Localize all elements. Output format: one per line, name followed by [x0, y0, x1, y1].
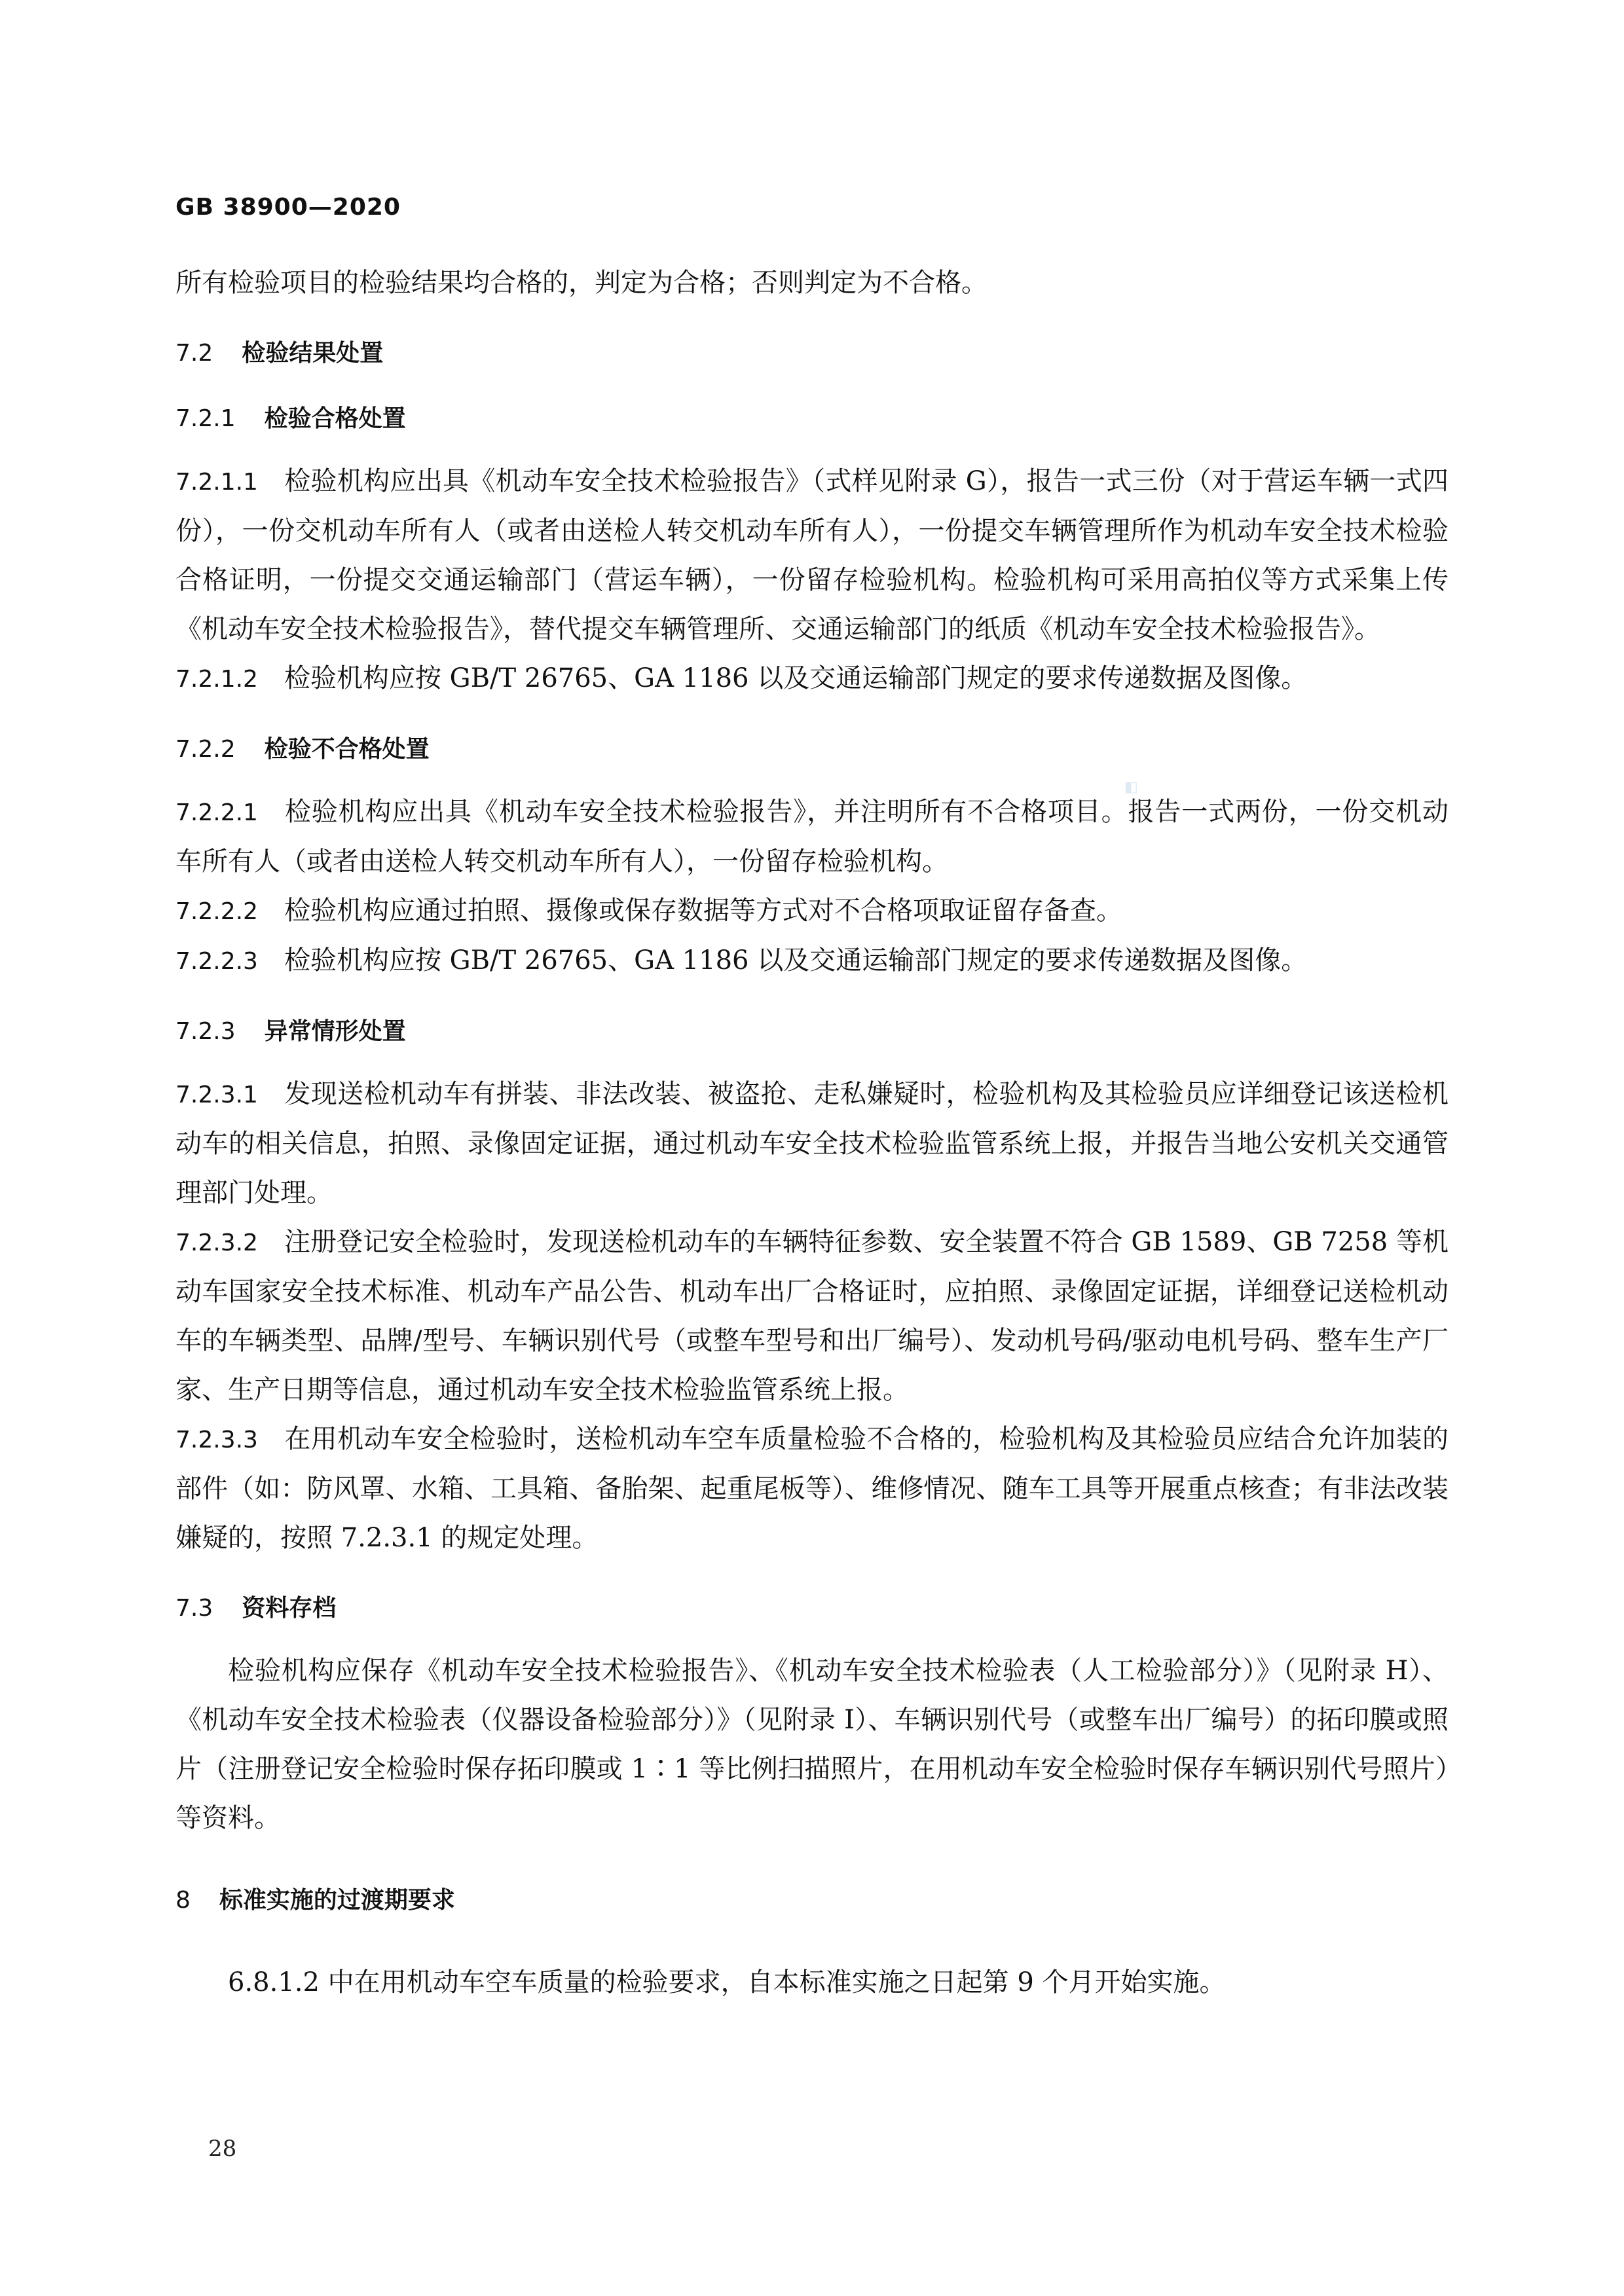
clause-number: 7.2.2.2 [175, 898, 258, 925]
section-title: 检验不合格处置 [264, 736, 430, 763]
clause-7-2-2-3 [175, 936, 1449, 986]
intro-paragraph: 所有检验项目的检验结果均合格的，判定为合格；否则判定为不合格。 [175, 268, 987, 298]
clause-7-2-2-2 [175, 886, 1449, 936]
clause-7-2-3-2 [175, 1218, 1449, 1415]
clause-number: 7.2.1.1 [175, 469, 258, 496]
section-7-3-paragraph: 检验机构应保存《机动车安全技术检验报告》、《机动车安全技术检验表（人工检验部分）》（见附录 H）、《机动车安全技术检验表（仪器设备检验部分）》（见附录 I）、车辆识别代号（或整车出厂编号）的拓印膜或照片（注册登记安全检验时保存拓印膜或 1∶1 等比例扫描照片，在用机动车安全检验时保存车辆识别代号照片）等资料。 [175, 1656, 1449, 1833]
section-7-2-heading [175, 334, 1449, 373]
clause-7-2-3-3 [175, 1415, 1449, 1563]
watermark-logo-icon: ◧ [1124, 779, 1138, 795]
section-7-2-3-heading [175, 1012, 1449, 1051]
clause-number: 7.2.1.2 [175, 666, 258, 693]
section-number: 8 [175, 1887, 191, 1914]
section-number: 7.2.1 [175, 405, 236, 432]
section-title: 检验合格处置 [264, 405, 406, 432]
section-8-heading [175, 1881, 1449, 1920]
clause-number: 7.2.2.3 [175, 948, 258, 975]
section-title: 标准实施的过渡期要求 [219, 1887, 455, 1914]
clause-7-2-3-1 [175, 1070, 1449, 1218]
section-7-2-2-heading [175, 730, 1449, 769]
clause-text: 发现送检机动车有拼装、非法改装、被盗抢、走私嫌疑时，检验机构及其检验员应详细登记该送检机动车的相关信息，拍照、录像固定证据，通过机动车安全技术检验监管系统上报，并报告当地公安机关交通管理部门处理。 [175, 1079, 1449, 1208]
clause-number: 7.2.3.2 [175, 1230, 258, 1256]
clause-text: 检验机构应通过拍照、摄像或保存数据等方式对不合格项取证留存备查。 [284, 896, 1122, 926]
section-number: 7.3 [175, 1595, 213, 1622]
clause-number: 7.2.2.1 [175, 799, 258, 826]
clause-text: 注册登记安全检验时，发现送检机动车的车辆特征参数、安全装置不符合 GB 1589、GB 7258 等机动车国家安全技术标准、机动车产品公告、机动车出厂合格证时，应拍照、录像固定证据，详细登记送检机动车的车辆类型、品牌/型号、车辆识别代号（或整车型号和出厂编号）、发动机号码/驱动电机号码、整车生产厂家、生产日期等信息，通过机动车安全技术检验监管系统上报。 [175, 1227, 1449, 1405]
standard-code: GB 38900—2020 [175, 194, 401, 221]
document-body [175, 259, 1449, 2007]
clause-number: 7.2.3.1 [175, 1082, 258, 1108]
section-number: 7.2.2 [175, 736, 236, 763]
section-number: 7.2.3 [175, 1018, 236, 1045]
clause-text: 检验机构应按 GB/T 26765、GA 1186 以及交通运输部门规定的要求传递数据及图像。 [284, 945, 1308, 975]
clause-7-2-2-1 [175, 788, 1449, 886]
clause-7-2-1-2 [175, 654, 1449, 704]
clause-text: 检验机构应出具《机动车安全技术检验报告》，并注明所有不合格项目。报告一式两份，一份交机动车所有人（或者由送检人转交机动车所有人），一份留存检验机构。 [175, 797, 1449, 877]
section-8-paragraph: 6.8.1.2 中在用机动车空车质量的检验要求，自本标准实施之日起第 9 个月开始实施。 [228, 1967, 1226, 1997]
section-7-2-1-heading [175, 399, 1449, 439]
clause-7-2-1-1 [175, 457, 1449, 654]
clause-text: 检验机构应按 GB/T 26765、GA 1186 以及交通运输部门规定的要求传递数据及图像。 [284, 663, 1308, 693]
page-number: 28 [208, 2136, 237, 2162]
clause-text: 在用机动车安全检验时，送检机动车空车质量检验不合格的，检验机构及其检验员应结合允许加装的部件（如：防风罩、水箱、工具箱、备胎架、起重尾板等）、维修情况、随车工具等开展重点核查；有非法改装嫌疑的，按照 7.2.3.1 的规定处理。 [175, 1424, 1449, 1553]
section-number: 7.2 [175, 340, 213, 367]
section-7-3-heading [175, 1589, 1449, 1628]
clause-text: 检验机构应出具《机动车安全技术检验报告》（式样见附录 G），报告一式三份（对于营运车辆一式四份），一份交机动车所有人（或者由送检人转交机动车所有人），一份提交车辆管理所作为机动车安全技术检验合格证明，一份提交交通运输部门（营运车辆），一份留存检验机构。检验机构可采用高拍仪等方式采集上传《机动车安全技术检验报告》，替代提交车辆管理所、交通运输部门的纸质《机动车安全技术检验报告》。 [175, 466, 1449, 644]
section-title: 资料存档 [242, 1595, 337, 1622]
clause-number: 7.2.3.3 [175, 1427, 258, 1453]
section-title: 异常情形处置 [264, 1018, 406, 1045]
section-title: 检验结果处置 [242, 340, 384, 367]
